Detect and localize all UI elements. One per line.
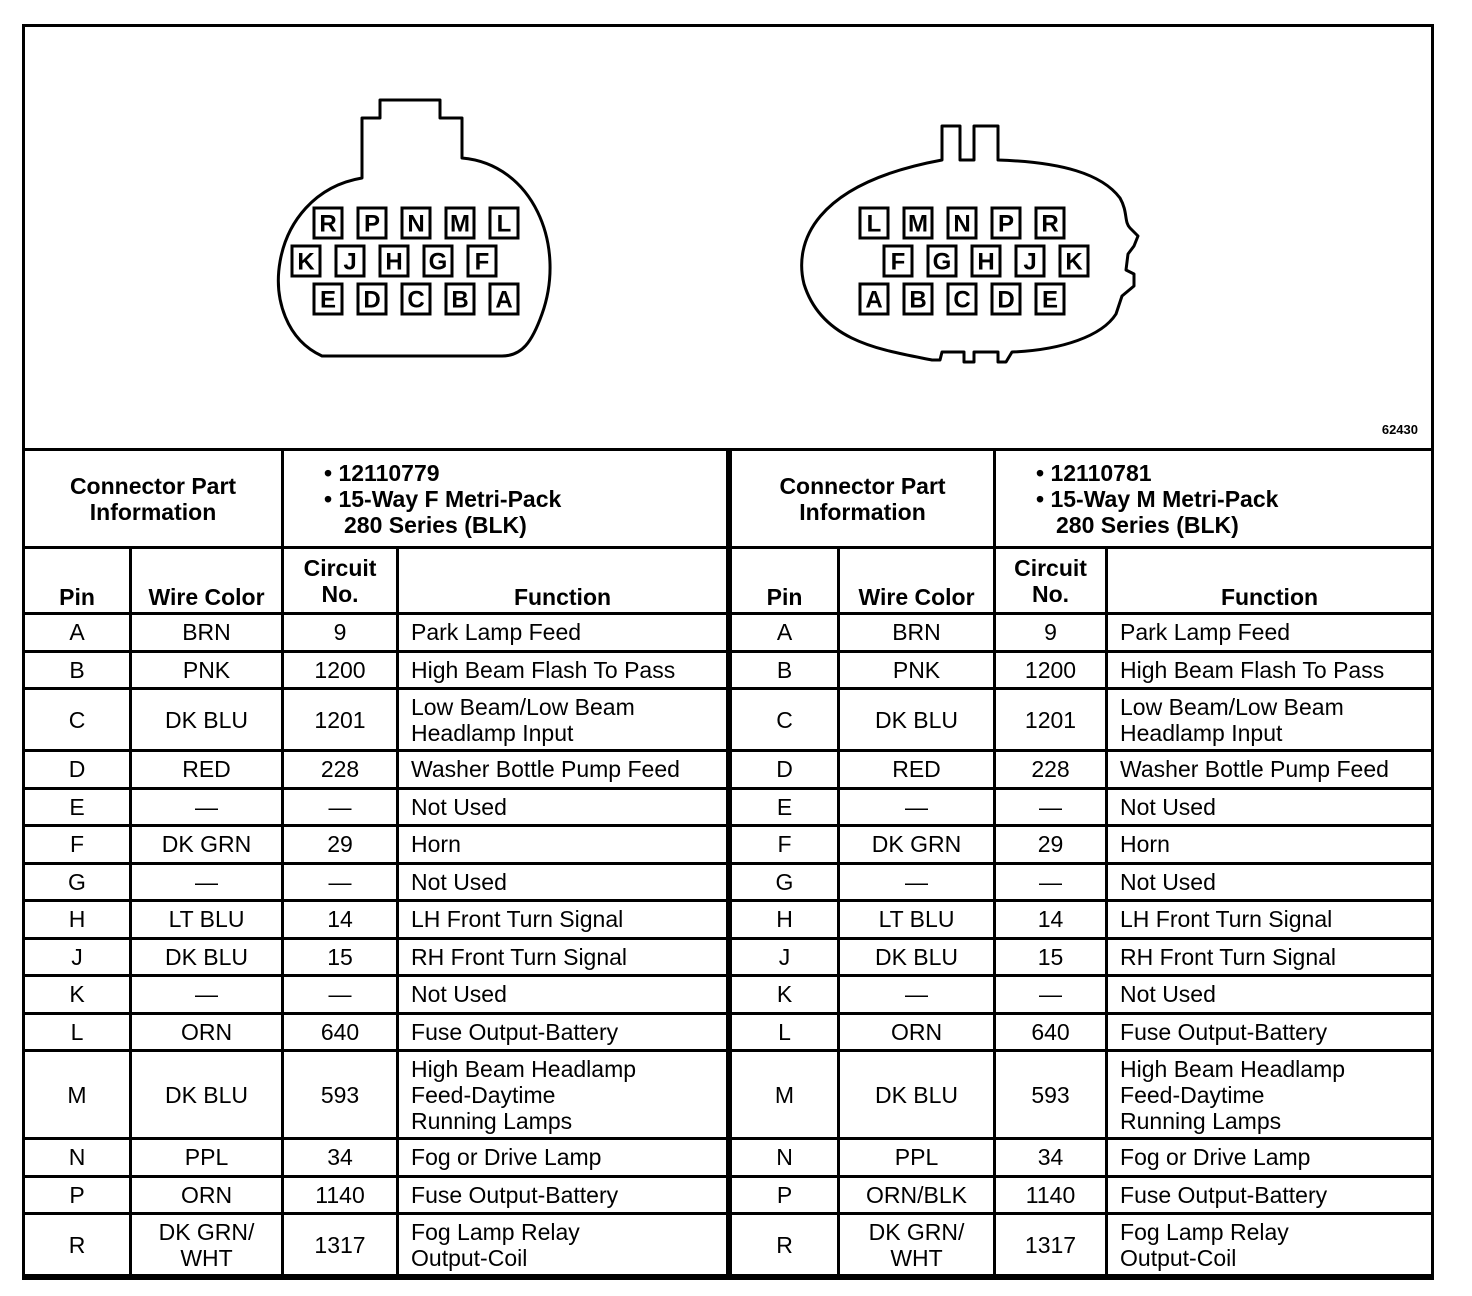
wire-color-line: ORN <box>180 1018 233 1045</box>
function-line: Washer Bottle Pump Feed <box>411 756 680 783</box>
cell-function <box>398 863 728 901</box>
function-line: Horn <box>1120 831 1170 858</box>
cell-wire-color <box>131 1139 283 1177</box>
cell-function <box>398 1176 728 1214</box>
pin-label: R <box>319 210 337 238</box>
wire-color-line: PPL <box>184 1144 229 1171</box>
part-info-line: • 12110779 <box>324 459 440 486</box>
function-line: Not Used <box>411 793 507 820</box>
cell-circuit: 9 <box>283 614 398 652</box>
cell-wire-color <box>131 788 283 826</box>
function-line: High Beam Flash To Pass <box>411 656 676 683</box>
cell-function <box>398 938 728 976</box>
pin-label: E <box>319 286 337 314</box>
function-line: Output-Coil <box>1120 1244 1237 1271</box>
part-info-label-line: Information <box>89 498 217 525</box>
header-circuit-line: Circuit <box>1014 554 1087 581</box>
table-row <box>24 863 728 901</box>
pin-label: N <box>953 210 971 238</box>
function-line: Headlamp Input <box>411 719 574 746</box>
cell-wire-color <box>839 863 995 901</box>
header-circuit-line: No. <box>321 580 359 607</box>
table-row <box>731 938 1433 976</box>
cell-circuit: 228 <box>995 751 1107 789</box>
cell-wire-color <box>839 1139 995 1177</box>
cell-circuit: — <box>995 976 1107 1014</box>
cell-wire-color <box>839 689 995 751</box>
cell-wire-color <box>131 826 283 864</box>
pin-label: P <box>997 210 1015 238</box>
cell-wire-color <box>131 1214 283 1276</box>
cell-function <box>1107 651 1433 689</box>
cell-pin: P <box>731 1176 839 1214</box>
cell-function <box>1107 901 1433 939</box>
header-function: Function <box>398 548 728 614</box>
wire-color-line: LT BLU <box>878 906 955 933</box>
function-line: High Beam Headlamp <box>411 1055 637 1082</box>
table-row <box>24 651 728 689</box>
cell-function <box>398 826 728 864</box>
cell-wire-color <box>839 976 995 1014</box>
table-row <box>24 826 728 864</box>
cell-function <box>398 1051 728 1139</box>
cell-pin: N <box>24 1139 131 1177</box>
cell-wire-color <box>839 614 995 652</box>
wire-color-line: ORN <box>890 1018 943 1045</box>
cell-wire-color <box>839 826 995 864</box>
part-info-row <box>731 450 1433 548</box>
function-line: Feed-Daytime <box>411 1081 556 1108</box>
cell-function <box>1107 1013 1433 1051</box>
table-row <box>731 976 1433 1014</box>
cell-pin: K <box>24 976 131 1014</box>
wire-color-line: PNK <box>182 656 231 683</box>
header-circuit-line: Circuit <box>303 554 377 581</box>
left-pinout-table <box>22 448 729 1277</box>
function-line: Low Beam/Low Beam <box>1120 693 1344 720</box>
table-row <box>24 1176 728 1214</box>
cell-circuit: — <box>995 788 1107 826</box>
cell-wire-color <box>839 1214 995 1276</box>
pin-label: J <box>1023 248 1037 276</box>
cell-wire-color <box>839 751 995 789</box>
cell-function <box>1107 863 1433 901</box>
cell-function <box>398 1139 728 1177</box>
function-line: Running Lamps <box>411 1107 573 1134</box>
cell-wire-color <box>131 614 283 652</box>
cell-circuit: — <box>283 788 398 826</box>
function-line: Fog Lamp Relay <box>1120 1218 1289 1245</box>
pin-label: D <box>997 286 1015 314</box>
part-info-row <box>24 450 728 548</box>
table-row <box>731 1214 1433 1276</box>
pin-label: F <box>474 248 490 276</box>
cell-circuit: 15 <box>995 938 1107 976</box>
table-row <box>24 1214 728 1276</box>
cell-circuit: 15 <box>283 938 398 976</box>
cell-wire-color <box>131 651 283 689</box>
table-row <box>731 1051 1433 1139</box>
table-row <box>24 788 728 826</box>
cell-function <box>1107 1176 1433 1214</box>
function-line: Park Lamp Feed <box>1120 619 1291 646</box>
cell-wire-color <box>131 976 283 1014</box>
pin-label: H <box>385 248 403 276</box>
cell-function <box>398 1214 728 1276</box>
cell-pin: M <box>731 1051 839 1139</box>
wire-color-line: DK BLU <box>874 706 959 733</box>
cell-pin: R <box>24 1214 131 1276</box>
column-header-row <box>731 548 1433 614</box>
cell-pin: E <box>731 788 839 826</box>
wire-color-line: LT BLU <box>168 906 245 933</box>
function-line: Not Used <box>1120 981 1216 1008</box>
pin-label: C <box>407 286 425 314</box>
cell-wire-color <box>839 1176 995 1214</box>
cell-pin: B <box>731 651 839 689</box>
cell-pin: L <box>24 1013 131 1051</box>
cell-circuit: 14 <box>995 901 1107 939</box>
cell-function <box>398 751 728 789</box>
cell-pin: D <box>24 751 131 789</box>
cell-pin: G <box>731 863 839 901</box>
cell-pin: N <box>731 1139 839 1177</box>
function-line: Not Used <box>1120 868 1216 895</box>
pin-label: G <box>428 248 448 276</box>
pin-label: C <box>953 286 971 314</box>
function-line: Feed-Daytime <box>1120 1081 1265 1108</box>
function-line: Headlamp Input <box>1120 719 1283 746</box>
function-line: Horn <box>411 831 461 858</box>
pin-label: K <box>1065 248 1083 276</box>
function-line: Fuse Output-Battery <box>411 1018 619 1045</box>
function-line: LH Front Turn Signal <box>411 906 624 933</box>
table-row <box>731 1013 1433 1051</box>
cell-pin: P <box>24 1176 131 1214</box>
cell-pin: J <box>731 938 839 976</box>
pin-label: D <box>363 286 381 314</box>
function-line: Low Beam/Low Beam <box>411 693 635 720</box>
cell-function <box>1107 614 1433 652</box>
cell-pin: A <box>731 614 839 652</box>
connector-drawings <box>22 24 1434 448</box>
part-info-label <box>24 450 283 548</box>
function-line: Not Used <box>1120 793 1216 820</box>
cell-wire-color <box>131 1176 283 1214</box>
function-line: Running Lamps <box>1120 1107 1282 1134</box>
cell-pin: K <box>731 976 839 1014</box>
function-line: Fog or Drive Lamp <box>411 1144 602 1171</box>
cell-pin: B <box>24 651 131 689</box>
pin-label: L <box>496 210 512 238</box>
wire-color-line: — <box>195 981 218 1008</box>
function-line: RH Front Turn Signal <box>1120 943 1337 970</box>
cell-circuit: 593 <box>283 1051 398 1139</box>
cell-function <box>1107 751 1433 789</box>
pin-label: R <box>1041 210 1059 238</box>
function-line: Not Used <box>411 868 507 895</box>
table-row <box>24 976 728 1014</box>
pin-label: L <box>866 210 882 238</box>
pin-label: B <box>451 286 469 314</box>
cell-wire-color <box>131 689 283 751</box>
table-row <box>24 614 728 652</box>
part-info-line: • 12110781 <box>1036 459 1152 486</box>
table-row <box>24 689 728 751</box>
cell-circuit: 228 <box>283 751 398 789</box>
table-row <box>731 788 1433 826</box>
cell-function <box>1107 1139 1433 1177</box>
wire-color-line: RED <box>182 756 231 783</box>
cell-circuit: 1200 <box>995 651 1107 689</box>
cell-circuit: 34 <box>995 1139 1107 1177</box>
function-line: Park Lamp Feed <box>411 619 582 646</box>
table-row <box>24 751 728 789</box>
wire-color-line: DK GRN <box>161 831 252 858</box>
cell-pin: R <box>731 1214 839 1276</box>
wire-color-line: WHT <box>180 1244 233 1271</box>
cell-wire-color <box>131 938 283 976</box>
wire-color-line: PPL <box>894 1144 939 1171</box>
table-row <box>731 651 1433 689</box>
pin-label: K <box>297 248 315 276</box>
cell-function <box>1107 1214 1433 1276</box>
cell-wire-color <box>131 863 283 901</box>
cell-function <box>398 614 728 652</box>
cell-pin: G <box>24 863 131 901</box>
part-info-details <box>995 450 1433 548</box>
function-line: Fuse Output-Battery <box>1120 1018 1328 1045</box>
wire-color-line: DK GRN/ <box>868 1218 965 1245</box>
cell-wire-color <box>131 1051 283 1139</box>
pin-label: P <box>363 210 381 238</box>
wire-color-line: BRN <box>892 619 941 646</box>
part-info-label-line: Information <box>799 498 926 525</box>
cell-pin: H <box>24 901 131 939</box>
cell-function <box>1107 1051 1433 1139</box>
cell-pin: J <box>24 938 131 976</box>
table-row <box>731 689 1433 751</box>
wire-color-line: DK BLU <box>164 706 249 733</box>
cell-circuit: 1140 <box>283 1176 398 1214</box>
wire-color-line: DK GRN <box>871 831 962 858</box>
cell-pin: E <box>24 788 131 826</box>
pin-label: A <box>495 286 513 314</box>
cell-circuit: 1201 <box>995 689 1107 751</box>
wire-color-line: WHT <box>890 1244 943 1271</box>
pin-label: N <box>407 210 425 238</box>
pin-label: F <box>890 248 906 276</box>
pin-label: M <box>908 210 928 238</box>
cell-circuit: 1317 <box>283 1214 398 1276</box>
wire-color-line: DK BLU <box>874 1081 959 1108</box>
cell-circuit: 29 <box>283 826 398 864</box>
wire-color-line: ORN <box>180 1181 233 1208</box>
header-pin: Pin <box>24 548 131 614</box>
pin-label: G <box>932 248 952 276</box>
cell-circuit: 1317 <box>995 1214 1107 1276</box>
table-row <box>731 1139 1433 1177</box>
cell-pin: M <box>24 1051 131 1139</box>
cell-circuit: 593 <box>995 1051 1107 1139</box>
table-row <box>731 751 1433 789</box>
cell-circuit: 1200 <box>283 651 398 689</box>
wire-color-line: — <box>195 793 218 820</box>
part-info-details <box>283 450 728 548</box>
wire-color-line: — <box>905 868 928 895</box>
header-wire-color: Wire Color <box>839 548 995 614</box>
figure-id: 62430 <box>1381 422 1418 437</box>
wire-color-line: BRN <box>182 619 231 646</box>
wire-color-line: DK BLU <box>874 943 959 970</box>
table-row <box>731 1176 1433 1214</box>
table-row <box>24 1051 728 1139</box>
cell-function <box>398 651 728 689</box>
wire-color-line: PNK <box>892 656 941 683</box>
cell-function <box>1107 976 1433 1014</box>
right-pinout-table <box>729 448 1434 1277</box>
cell-wire-color <box>131 1013 283 1051</box>
cell-pin: C <box>24 689 131 751</box>
cell-function <box>1107 938 1433 976</box>
cell-pin: H <box>731 901 839 939</box>
cell-function <box>1107 826 1433 864</box>
table-row <box>731 863 1433 901</box>
header-function: Function <box>1107 548 1433 614</box>
cell-wire-color <box>839 901 995 939</box>
cell-wire-color <box>839 1051 995 1139</box>
cell-pin: L <box>731 1013 839 1051</box>
wire-color-line: DK BLU <box>164 1081 249 1108</box>
part-info-line: 280 Series (BLK) <box>344 511 527 538</box>
right-connector-outline <box>802 126 1138 362</box>
cell-pin: A <box>24 614 131 652</box>
table-row <box>24 1139 728 1177</box>
function-line: Output-Coil <box>411 1244 528 1271</box>
cell-function <box>398 976 728 1014</box>
cell-function <box>398 788 728 826</box>
pin-label: B <box>909 286 927 314</box>
header-pin: Pin <box>731 548 839 614</box>
cell-wire-color <box>839 938 995 976</box>
cell-pin: D <box>731 751 839 789</box>
cell-function <box>1107 788 1433 826</box>
wire-color-line: ORN/BLK <box>866 1181 967 1208</box>
header-circuit-line: No. <box>1031 580 1070 607</box>
wire-color-line: DK BLU <box>164 943 249 970</box>
function-line: RH Front Turn Signal <box>411 943 628 970</box>
part-info-line: • 15-Way M Metri-Pack <box>1036 485 1279 512</box>
wire-color-line: — <box>905 793 928 820</box>
table-row <box>24 938 728 976</box>
cell-circuit: — <box>995 863 1107 901</box>
wire-color-line: — <box>195 868 218 895</box>
table-row <box>731 826 1433 864</box>
table-row <box>24 901 728 939</box>
wire-color-line: — <box>905 981 928 1008</box>
cell-circuit: 14 <box>283 901 398 939</box>
cell-circuit: 640 <box>283 1013 398 1051</box>
header-circuit-no <box>283 548 398 614</box>
wire-color-line: RED <box>892 756 941 783</box>
cell-function <box>398 901 728 939</box>
function-line: Washer Bottle Pump Feed <box>1120 756 1389 783</box>
table-row <box>24 1013 728 1051</box>
function-line: Fog or Drive Lamp <box>1120 1144 1311 1171</box>
function-line: Fog Lamp Relay <box>411 1218 580 1245</box>
function-line: LH Front Turn Signal <box>1120 906 1333 933</box>
function-line: High Beam Flash To Pass <box>1120 656 1385 683</box>
cell-function <box>398 689 728 751</box>
header-wire-color: Wire Color <box>131 548 283 614</box>
part-info-line: • 15-Way F Metri-Pack <box>324 485 562 512</box>
table-row <box>731 614 1433 652</box>
cell-wire-color <box>131 751 283 789</box>
cell-circuit: 1140 <box>995 1176 1107 1214</box>
function-line: Not Used <box>411 981 507 1008</box>
part-info-label-line: Connector Part <box>779 472 946 499</box>
wire-color-line: DK GRN/ <box>158 1218 255 1245</box>
cell-circuit: 9 <box>995 614 1107 652</box>
cell-wire-color <box>839 1013 995 1051</box>
part-info-line: 280 Series (BLK) <box>1056 511 1239 538</box>
cell-function <box>1107 689 1433 751</box>
connector-diagram <box>22 24 1434 448</box>
cell-wire-color <box>839 651 995 689</box>
cell-circuit: 34 <box>283 1139 398 1177</box>
header-circuit-no <box>995 548 1107 614</box>
cell-pin: F <box>24 826 131 864</box>
function-line: Fuse Output-Battery <box>1120 1181 1328 1208</box>
column-header-row <box>24 548 728 614</box>
cell-wire-color <box>131 901 283 939</box>
cell-circuit: 640 <box>995 1013 1107 1051</box>
pin-label: H <box>977 248 995 276</box>
cell-function <box>398 1013 728 1051</box>
function-line: Fuse Output-Battery <box>411 1181 619 1208</box>
part-info-label <box>731 450 995 548</box>
pin-label: E <box>1041 286 1059 314</box>
pin-label: M <box>450 210 470 238</box>
cell-wire-color <box>839 788 995 826</box>
cell-pin: C <box>731 689 839 751</box>
cell-pin: F <box>731 826 839 864</box>
pin-label: J <box>343 248 357 276</box>
cell-circuit: 29 <box>995 826 1107 864</box>
pin-label: A <box>865 286 883 314</box>
cell-circuit: 1201 <box>283 689 398 751</box>
function-line: High Beam Headlamp <box>1120 1055 1346 1082</box>
table-row <box>731 901 1433 939</box>
part-info-label-line: Connector Part <box>69 472 237 499</box>
cell-circuit: — <box>283 976 398 1014</box>
cell-circuit: — <box>283 863 398 901</box>
